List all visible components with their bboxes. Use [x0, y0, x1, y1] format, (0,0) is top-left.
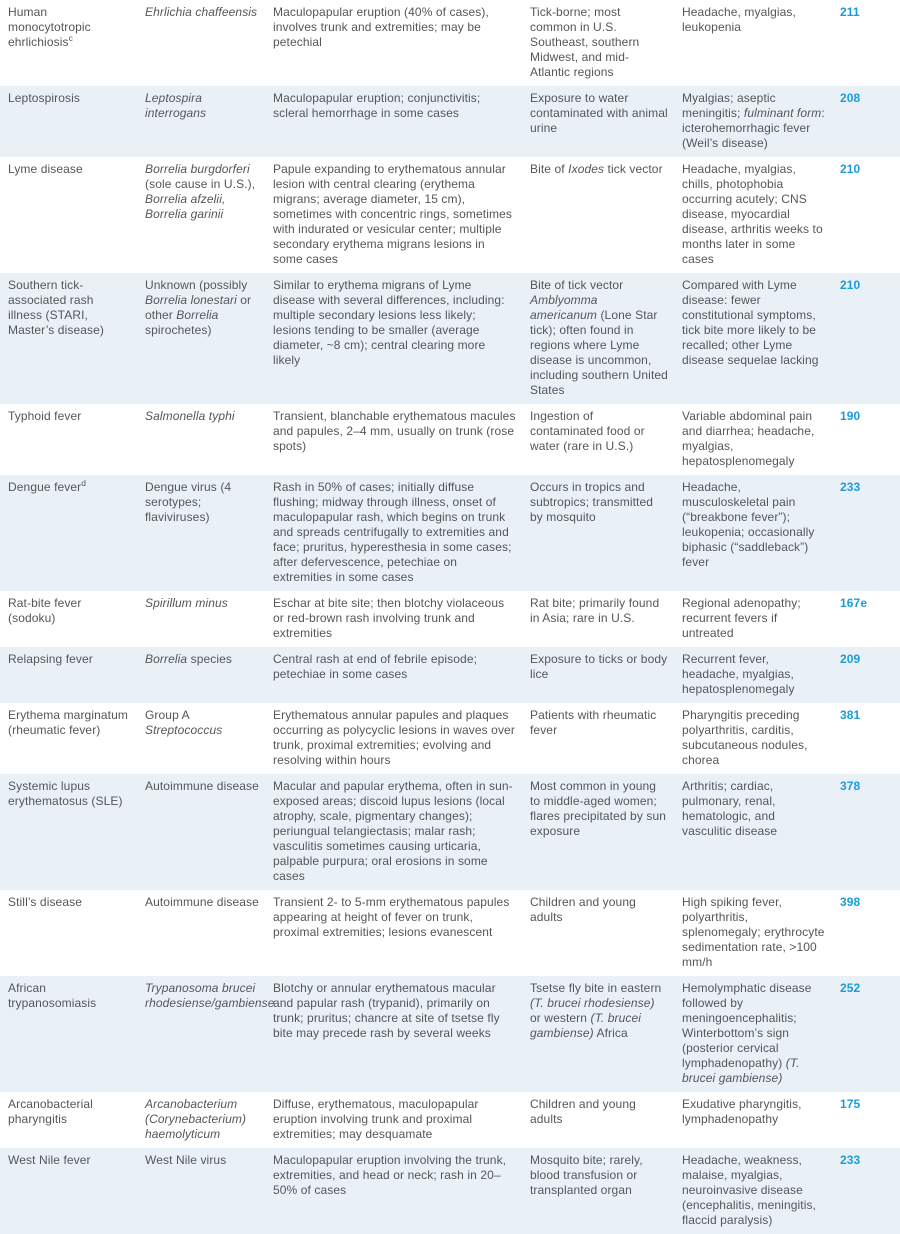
- cell-epidemiology: Tick-borne; most common in U.S. Southeast, southern Midwest, and mid-Atlantic regions: [530, 5, 640, 79]
- cell-associated-findings: Headache, myalgias, leukopenia: [682, 5, 796, 34]
- table-row: [0, 273, 900, 404]
- cell-epidemiology: Occurs in tropics and subtropics; transmitted by mosquito: [530, 480, 654, 524]
- chapter-link[interactable]: 210: [840, 162, 861, 176]
- chapter-link[interactable]: 233: [840, 1153, 861, 1167]
- cell-disease: Southern tick-associated rash illness (STARI, Master’s disease): [8, 278, 104, 337]
- cell-disease: Leptospirosis: [8, 91, 81, 105]
- cell-disease: West Nile fever: [8, 1153, 91, 1167]
- cell-epidemiology: Rat bite; primarily found in Asia; rare in U.S.: [530, 596, 660, 625]
- cell-epidemiology: Patients with rheumatic fever: [530, 708, 657, 737]
- cell-rash-description: Maculopapular eruption (40% of cases), involves trunk and extremities; may be petechial: [273, 5, 489, 49]
- cell-rash-description: Papule expanding to erythematous annular lesion with central clearing (erythema migrans; average diameter, 15 cm), sometimes with concentric rings, sometimes with indurated or vesicular center; multiple secondary erythema migrans lesions in some cases: [273, 162, 512, 266]
- cell-etiologic-agent: Dengue virus (4 serotypes; flaviviruses): [145, 480, 232, 524]
- cell-etiologic-agent: Arcanobacterium (Corynebacterium) haemolyticum: [145, 1097, 247, 1141]
- cell-associated-findings: Pharyngitis preceding polyarthritis, carditis, subcutaneous nodules, chorea: [682, 708, 808, 767]
- table-row: [0, 774, 900, 890]
- cell-etiologic-agent: Autoimmune disease: [145, 779, 259, 793]
- cell-associated-findings: High spiking fever, polyarthritis, splenomegaly; erythrocyte sedimentation rate, >100 mm/h: [682, 895, 825, 969]
- chapter-link[interactable]: 381: [840, 708, 861, 722]
- table-row: [0, 404, 900, 475]
- cell-epidemiology: Children and young adults: [530, 1097, 636, 1126]
- cell-rash-description: Transient, blanchable erythematous macules and papules, 2–4 mm, usually on trunk (rose spots): [273, 409, 516, 453]
- cell-epidemiology: Ingestion of contaminated food or water (rare in U.S.): [530, 409, 645, 453]
- cell-etiologic-agent: Salmonella typhi: [145, 409, 235, 423]
- cell-epidemiology: Mosquito bite; rarely, blood transfusion or transplanted organ: [530, 1153, 643, 1197]
- table-row: [0, 703, 900, 774]
- cell-associated-findings: Arthritis; cardiac, pulmonary, renal, hematologic, and vasculitic disease: [682, 779, 778, 838]
- cell-disease: Rat-bite fever (sodoku): [8, 596, 82, 625]
- table-row: [0, 1092, 900, 1148]
- cell-epidemiology: Exposure to water contaminated with animal urine: [530, 91, 668, 135]
- cell-associated-findings: Headache, myalgias, chills, photophobia occurring acutely; CNS disease, myocardial disease, arthritis weeks to months later in some cases: [682, 162, 823, 266]
- table-row: [0, 647, 900, 703]
- table-row: [0, 0, 900, 86]
- cell-rash-description: Transient 2- to 5-mm erythematous papules appearing at height of fever on trunk, proximal extremities; lesions evanescent: [273, 895, 510, 939]
- cell-rash-description: Eschar at bite site; then blotchy violaceous or red-brown rash involving trunk and extremities: [273, 596, 505, 640]
- chapter-link[interactable]: 211: [840, 5, 860, 19]
- table-row: [0, 1148, 900, 1234]
- cell-disease: Dengue fever$^d$: [8, 478, 87, 494]
- cell-disease: Lyme disease: [8, 162, 83, 176]
- chapter-link[interactable]: 209: [840, 652, 861, 666]
- cell-associated-findings: Exudative pharyngitis, lymphadenopathy: [682, 1097, 802, 1126]
- cell-disease: Human monocytotropic ehrlichiosis$^c$: [8, 5, 91, 49]
- table-row: [0, 890, 900, 976]
- chapter-link[interactable]: 233: [840, 480, 861, 494]
- cell-etiologic-agent: Borrelia species: [145, 652, 232, 666]
- cell-epidemiology: Most common in young to middle-aged women; flares precipitated by sun exposure: [530, 779, 667, 838]
- table-row: [0, 157, 900, 273]
- cell-rash-description: Maculopapular eruption involving the trunk, extremities, and head or neck; rash in 20–50% of cases: [273, 1153, 507, 1197]
- chapter-link[interactable]: 190: [840, 409, 861, 423]
- cell-associated-findings: Headache, musculoskeletal pain (“breakbone fever”); leukopenia; occasionally biphasic (“saddleback”) fever: [682, 480, 815, 569]
- cell-etiologic-agent: West Nile virus: [145, 1153, 227, 1167]
- chapter-link[interactable]: 378: [840, 779, 861, 793]
- chapter-link[interactable]: 398: [840, 895, 861, 909]
- cell-rash-description: Blotchy or annular erythematous macular and papular rash (trypanid), primarily on trunk; pruritus; chancre at site of tsetse fly bite may precede rash by several weeks: [273, 981, 500, 1040]
- cell-associated-findings: Myalgias; aseptic meningitis; fulminant form: icterohemorrhagic fever (Weil’s disease): [682, 91, 825, 150]
- cell-epidemiology: Exposure to ticks or body lice: [530, 652, 668, 681]
- cell-associated-findings: Compared with Lyme disease: fewer constitutional symptoms, tick bite more likely to be recalled; other Lyme disease sequelae lacking: [682, 278, 819, 367]
- table-row: [0, 591, 900, 647]
- cell-etiologic-agent: Unknown (possibly Borrelia lonestari or other Borrelia spirochetes): [145, 278, 252, 337]
- cell-rash-description: Similar to erythema migrans of Lyme disease with several differences, including: multiple secondary lesions less likely; lesions tending to be smaller (average diameter, ~8 cm); central clearing more likely: [273, 278, 505, 367]
- cell-epidemiology: Bite of Ixodes tick vector: [530, 162, 663, 176]
- cell-associated-findings: Variable abdominal pain and diarrhea; headache, myalgias, hepatosplenomegaly: [682, 409, 815, 468]
- cell-disease: Arcanobacterial pharyngitis: [8, 1097, 93, 1126]
- cell-associated-findings: Hemolymphatic disease followed by meningoencephalitis; Winterbottom’s sign (posterior cervical lymphadenopathy) (T. brucei gambiense): [682, 981, 812, 1085]
- table-row: [0, 475, 900, 591]
- cell-epidemiology: Bite of tick vector Amblyomma americanum (Lone Star tick); often found in regions where Lyme disease is uncommon, including southern United States: [530, 278, 668, 397]
- cell-disease: Still’s disease: [8, 895, 82, 909]
- cell-epidemiology: Children and young adults: [530, 895, 636, 924]
- chapter-link[interactable]: 210: [840, 278, 861, 292]
- cell-etiologic-agent: Leptospira interrogans: [145, 91, 207, 120]
- cell-disease: Erythema marginatum (rheumatic fever): [8, 708, 128, 737]
- cell-rash-description: Erythematous annular papules and plaques occurring as polycyclic lesions in waves over trunk, proximal extremities; evolving and resolving within hours: [273, 708, 515, 767]
- cell-rash-description: Central rash at end of febrile episode; petechiae in some cases: [273, 652, 478, 681]
- cell-rash-description: Diffuse, erythematous, maculopapular eruption involving trunk and proximal extremities; may desquamate: [273, 1097, 479, 1141]
- cell-epidemiology: Tsetse fly bite in eastern (T. brucei rhodesiense) or western (T. brucei gambiense) Africa: [530, 981, 662, 1040]
- cell-disease: Typhoid fever: [8, 409, 82, 423]
- table-row: [0, 976, 900, 1092]
- chapter-link[interactable]: 252: [840, 981, 861, 995]
- cell-etiologic-agent: Spirillum minus: [145, 596, 228, 610]
- chapter-link[interactable]: 167e: [840, 596, 868, 610]
- cell-etiologic-agent: Autoimmune disease: [145, 895, 259, 909]
- cell-associated-findings: Regional adenopathy; recurrent fevers if untreated: [682, 596, 801, 640]
- table-row: [0, 86, 900, 157]
- cell-etiologic-agent: Ehrlichia chaffeensis: [145, 5, 258, 19]
- chapter-link[interactable]: 208: [840, 91, 861, 105]
- cell-etiologic-agent: Trypanosoma brucei rhodesiense/gambiense: [145, 981, 275, 1010]
- cell-rash-description: Macular and papular erythema, often in sun-exposed areas; discoid lupus lesions (local atrophy, scale, pigmentary changes); periungual telangiectasis; malar rash; vasculitis sometimes causing urticaria, palpable purpura; oral erosions in some cases: [273, 779, 513, 883]
- cell-associated-findings: Headache, weakness, malaise, myalgias, neuroinvasive disease (encephalitis, meningitis, flaccid paralysis): [682, 1153, 816, 1227]
- cell-etiologic-agent: Borrelia burgdorferi (sole cause in U.S.), Borrelia afzelii, Borrelia garinii: [145, 162, 256, 221]
- cell-rash-description: Rash in 50% of cases; initially diffuse flushing; midway through illness, onset of maculopapular rash, which begins on trunk and spreads centrifugally to extremities and face; pruritus, hyperesthesia in some cases; after defervescence, petechiae on extremities in some cases: [273, 480, 512, 584]
- cell-etiologic-agent: Group A Streptococcus: [145, 708, 223, 737]
- cell-disease: African trypanosomiasis: [8, 981, 97, 1010]
- cell-disease: Relapsing fever: [8, 652, 93, 666]
- cell-associated-findings: Recurrent fever, headache, myalgias, hepatosplenomegaly: [682, 652, 795, 696]
- chapter-link[interactable]: 175: [840, 1097, 861, 1111]
- cell-disease: Systemic lupus erythematosus (SLE): [8, 779, 123, 808]
- cell-rash-description: Maculopapular eruption; conjunctivitis; scleral hemorrhage in some cases: [273, 91, 481, 120]
